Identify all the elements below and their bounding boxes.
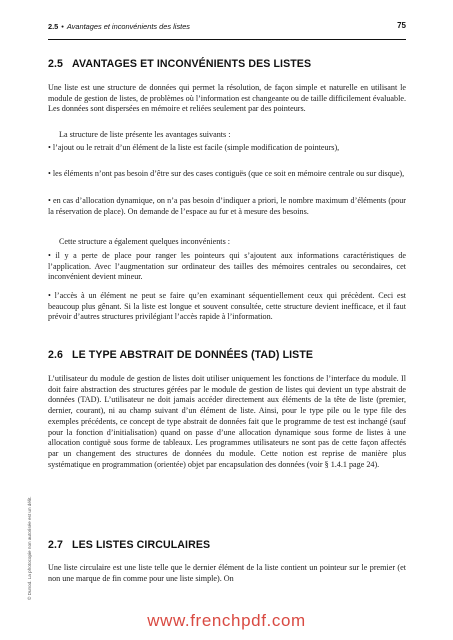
paragraph: Une liste circulaire est une liste telle que le dernier élément de la liste contient un pointeur sur le premier (et non une marque de fin comme pour une liste simple). On bbox=[48, 563, 406, 583]
bullet-item: • en cas d’allocation dynamique, on n’a pas besoin d’indiquer a priori, le nombre maximum d’éléments (pour la réservation de place). On demande de l’espace au fur et à mesure des besoins. bbox=[48, 196, 406, 216]
paragraph: Une liste est une structure de données qui permet la résolution, de façon simple et naturelle en utilisant le module de gestion de listes, de problèmes où l’information est changeante ou de taille difficilement évaluable. Les données sont dispersées en mémoire et reliées seulement par des pointeurs. bbox=[48, 83, 406, 114]
copyright-side-note bbox=[27, 440, 37, 600]
header-rule bbox=[48, 39, 406, 40]
section-title: LE TYPE ABSTRAIT DE DONNÉES (TAD) LISTE bbox=[72, 349, 314, 361]
bullet-item: • les éléments n’ont pas besoin d’être sur des cases contiguës (que ce soit en mémoire centrale ou sur disque), bbox=[48, 169, 405, 178]
bullet-item: • l’accès à un élément ne peut se faire qu’en examinant séquentiellement ceux qui précèdent. Ceci est beaucoup plus gênant. Si la liste est longue et souvent consultée, cette structure devient inefficace, et il faut prévoir d’autres structures privilégiant l’accès rapide à l’information. bbox=[48, 291, 406, 322]
paragraph: La structure de liste présente les avantages suivants : bbox=[59, 130, 231, 139]
paragraph: L’utilisateur du module de gestion de listes doit utiliser uniquement les fonctions de l’interface du module. Il doit faire abstraction des structures gérées par le module de gestion de listes qui devient un type abstrait de données (TAD). L’utilisateur ne doit jamais accéder directement aux éléments de la tête de liste (premier, dernier, courant), ni au champ suivant d’un élément de liste. Ainsi, pour le type pile ou le type file des exemples précédents, ce concept de type abstrait de données fait que le programme de test est inchangé (sauf pour la fonction d’initialisation) quand on passe d’une allocation dynamique sous forme de listes à une allocation contiguë sous forme de tableaux. Les programmes utilisateurs ne sont pas de cette façon affectés par un changement des structures de données du module. Cette notion est reprise de manière plus systématique en programmation (orientée) objet par encapsulation des données (voir § 1.4.1 page 24). bbox=[48, 374, 406, 469]
section-heading-2-7 bbox=[48, 539, 210, 551]
bullet-item: • l’ajout ou le retrait d’un élément de la liste est facile (simple modification de pointeurs), bbox=[48, 143, 340, 152]
section-title: LES LISTES CIRCULAIRES bbox=[72, 539, 211, 551]
header-section-number: 2.5 bbox=[48, 22, 59, 31]
section-title: AVANTAGES ET INCONVÉNIENTS DES LISTES bbox=[72, 58, 312, 70]
running-header bbox=[48, 15, 406, 41]
section-heading-2-6 bbox=[48, 349, 313, 361]
watermark-link[interactable]: www.frenchpdf.com bbox=[147, 611, 306, 630]
running-header-text bbox=[48, 22, 190, 31]
section-number: 2.6 bbox=[48, 349, 64, 361]
page-number: 75 bbox=[397, 21, 406, 30]
header-separator: • bbox=[61, 22, 64, 31]
header-section-title: Avantages et inconvénients des listes bbox=[66, 22, 190, 31]
bullet-item: • il y a perte de place pour ranger les pointeurs qui s’ajoutent aux informations caractéristiques de l’application. Avec l’augmentation sur ordinateur des tailles des mémoires centrales ou secondaires, cet inconvénient devient mineur. bbox=[48, 251, 406, 282]
copyright-text: © Dunod. La photocopie non autorisée est un délit. bbox=[27, 496, 32, 600]
section-heading-2-5 bbox=[48, 58, 311, 70]
section-number: 2.5 bbox=[48, 58, 64, 70]
section-number: 2.7 bbox=[48, 539, 64, 551]
paragraph: Cette structure a également quelques inconvénients : bbox=[59, 237, 231, 246]
